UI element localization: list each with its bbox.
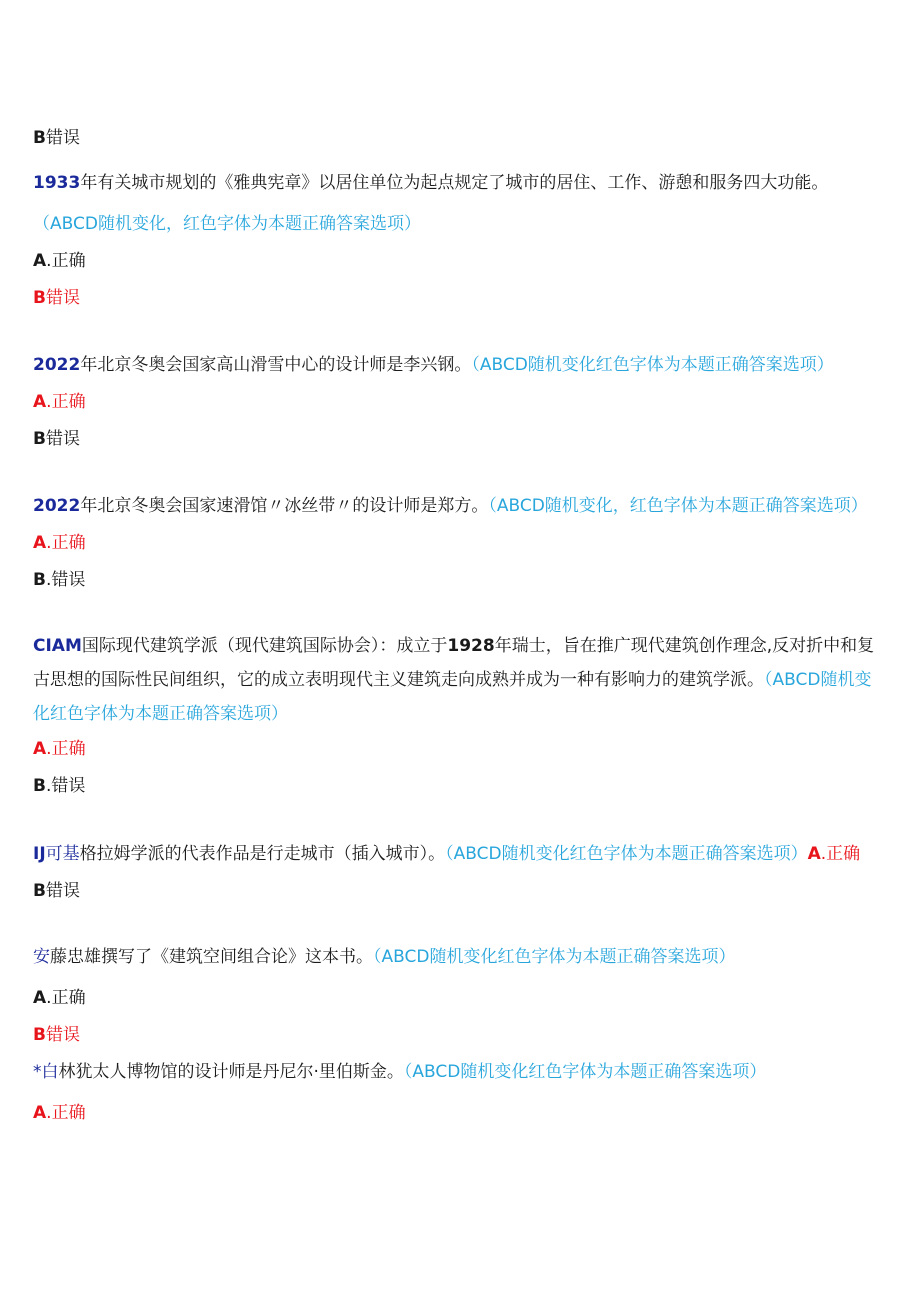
option-letter: A bbox=[33, 988, 47, 1008]
option-a-correct bbox=[33, 737, 86, 761]
answer-hint: （ABCD随机变化红色字体为本题正确答案选项） bbox=[471, 355, 834, 375]
question-year: 1928 bbox=[447, 636, 495, 656]
option-text: 错误 bbox=[45, 128, 80, 148]
question-number: CIAM bbox=[33, 636, 82, 656]
option-text: .正确 bbox=[46, 392, 86, 412]
answer-hint: （ABCD随机变化，红色字体为本题正确答案选项） bbox=[33, 214, 421, 234]
option-letter: B bbox=[33, 128, 46, 148]
option-text: 错误 bbox=[45, 881, 80, 901]
option-letter: A bbox=[33, 392, 47, 412]
option-text: .正确 bbox=[46, 739, 86, 759]
question-text: 林犹太人博物馆的设计师是丹尼尔·里伯斯金。 bbox=[58, 1062, 404, 1082]
option-a-correct bbox=[33, 531, 86, 555]
option-b bbox=[33, 427, 80, 451]
option-letter: B bbox=[33, 288, 46, 308]
option-b bbox=[33, 879, 80, 903]
question-text: 国际现代建筑学派（现代建筑国际协会）：成立于 bbox=[81, 636, 448, 656]
option-b bbox=[33, 568, 85, 592]
option-a bbox=[33, 986, 86, 1010]
option-b bbox=[33, 774, 85, 798]
option-letter: A bbox=[33, 739, 47, 759]
option-text: .正确 bbox=[46, 1103, 86, 1123]
option-letter: B bbox=[33, 429, 46, 449]
question-lead: 可基 bbox=[45, 844, 80, 864]
question-text: 格拉姆学派的代表作品是行走城市（插入城市）。 bbox=[79, 844, 446, 864]
answer-hint: （ABCD随机变化红色字体为本题正确答案选项） bbox=[373, 947, 736, 967]
question-number: 2022 bbox=[33, 496, 81, 516]
question-4 bbox=[33, 629, 885, 731]
option-a bbox=[33, 249, 86, 273]
option-text: 错误 bbox=[45, 288, 80, 308]
answer-hint: （ABCD随机变化红色字体为本题正确答案选项） bbox=[403, 1062, 767, 1082]
answer-hint: （ABCD随机变化红色字体为本题正确答案选项） bbox=[445, 844, 808, 864]
question-3 bbox=[33, 494, 868, 518]
option-a-correct bbox=[808, 844, 861, 864]
answer-hint: （ABCD随机变化，红色字体为本题正确答案选项） bbox=[488, 496, 868, 516]
option-text: 错误 bbox=[45, 1025, 80, 1045]
question-text: 年北京冬奥会国家高山滑雪中心的设计师是李兴钢。 bbox=[80, 355, 472, 375]
option-letter: B bbox=[33, 881, 46, 901]
question-2 bbox=[33, 353, 834, 377]
question-text: 年有关城市规划的《雅典宪章》以居住单位为起点规定了城市的居住、工作、游憩和服务四大功能。 bbox=[80, 173, 829, 193]
option-b bbox=[33, 126, 80, 150]
question-text-cont: 年瑞士，旨在推广现代建筑创作理念,反对折中和复古思想的国际性民间组织，它的成立表明现代主义建筑走向成熟并成为一种有影响力的建筑学派。 bbox=[33, 636, 875, 690]
question-7 bbox=[33, 1060, 766, 1084]
option-b-correct bbox=[33, 1023, 80, 1047]
option-letter: A bbox=[33, 1103, 47, 1123]
question-6 bbox=[33, 945, 735, 969]
option-letter: A bbox=[807, 844, 821, 864]
option-a-correct bbox=[33, 390, 86, 414]
option-text: 错误 bbox=[45, 429, 80, 449]
question-5 bbox=[33, 842, 860, 866]
question-text: 藤忠雄撰写了《建筑空间组合论》这本书。 bbox=[50, 947, 373, 967]
option-letter: B bbox=[33, 776, 46, 796]
option-text: .错误 bbox=[45, 776, 86, 796]
option-letter: A bbox=[33, 533, 47, 553]
option-b-correct bbox=[33, 286, 80, 310]
question-text: 年北京冬奥会国家速滑馆〃冰丝带〃的设计师是郑方。 bbox=[80, 496, 489, 516]
option-text: .正确 bbox=[46, 251, 86, 271]
question-number: IJ bbox=[33, 844, 46, 864]
option-a-correct bbox=[33, 1101, 86, 1125]
answer-hint: （ABCD随机变化红色字体为本题正确答案选项） bbox=[33, 670, 872, 724]
option-text: .错误 bbox=[45, 570, 86, 590]
option-letter: B bbox=[33, 1025, 46, 1045]
option-text: .正确 bbox=[46, 988, 86, 1008]
question-number: 1933 bbox=[33, 173, 81, 193]
question-lead: 安 bbox=[33, 947, 50, 967]
option-text: .正确 bbox=[46, 533, 86, 553]
option-letter: B bbox=[33, 570, 46, 590]
question-1 bbox=[33, 171, 828, 195]
question-lead: *白 bbox=[33, 1062, 59, 1082]
question-number: 2022 bbox=[33, 355, 81, 375]
option-text: .正确 bbox=[820, 844, 861, 864]
option-letter: A bbox=[33, 251, 47, 271]
